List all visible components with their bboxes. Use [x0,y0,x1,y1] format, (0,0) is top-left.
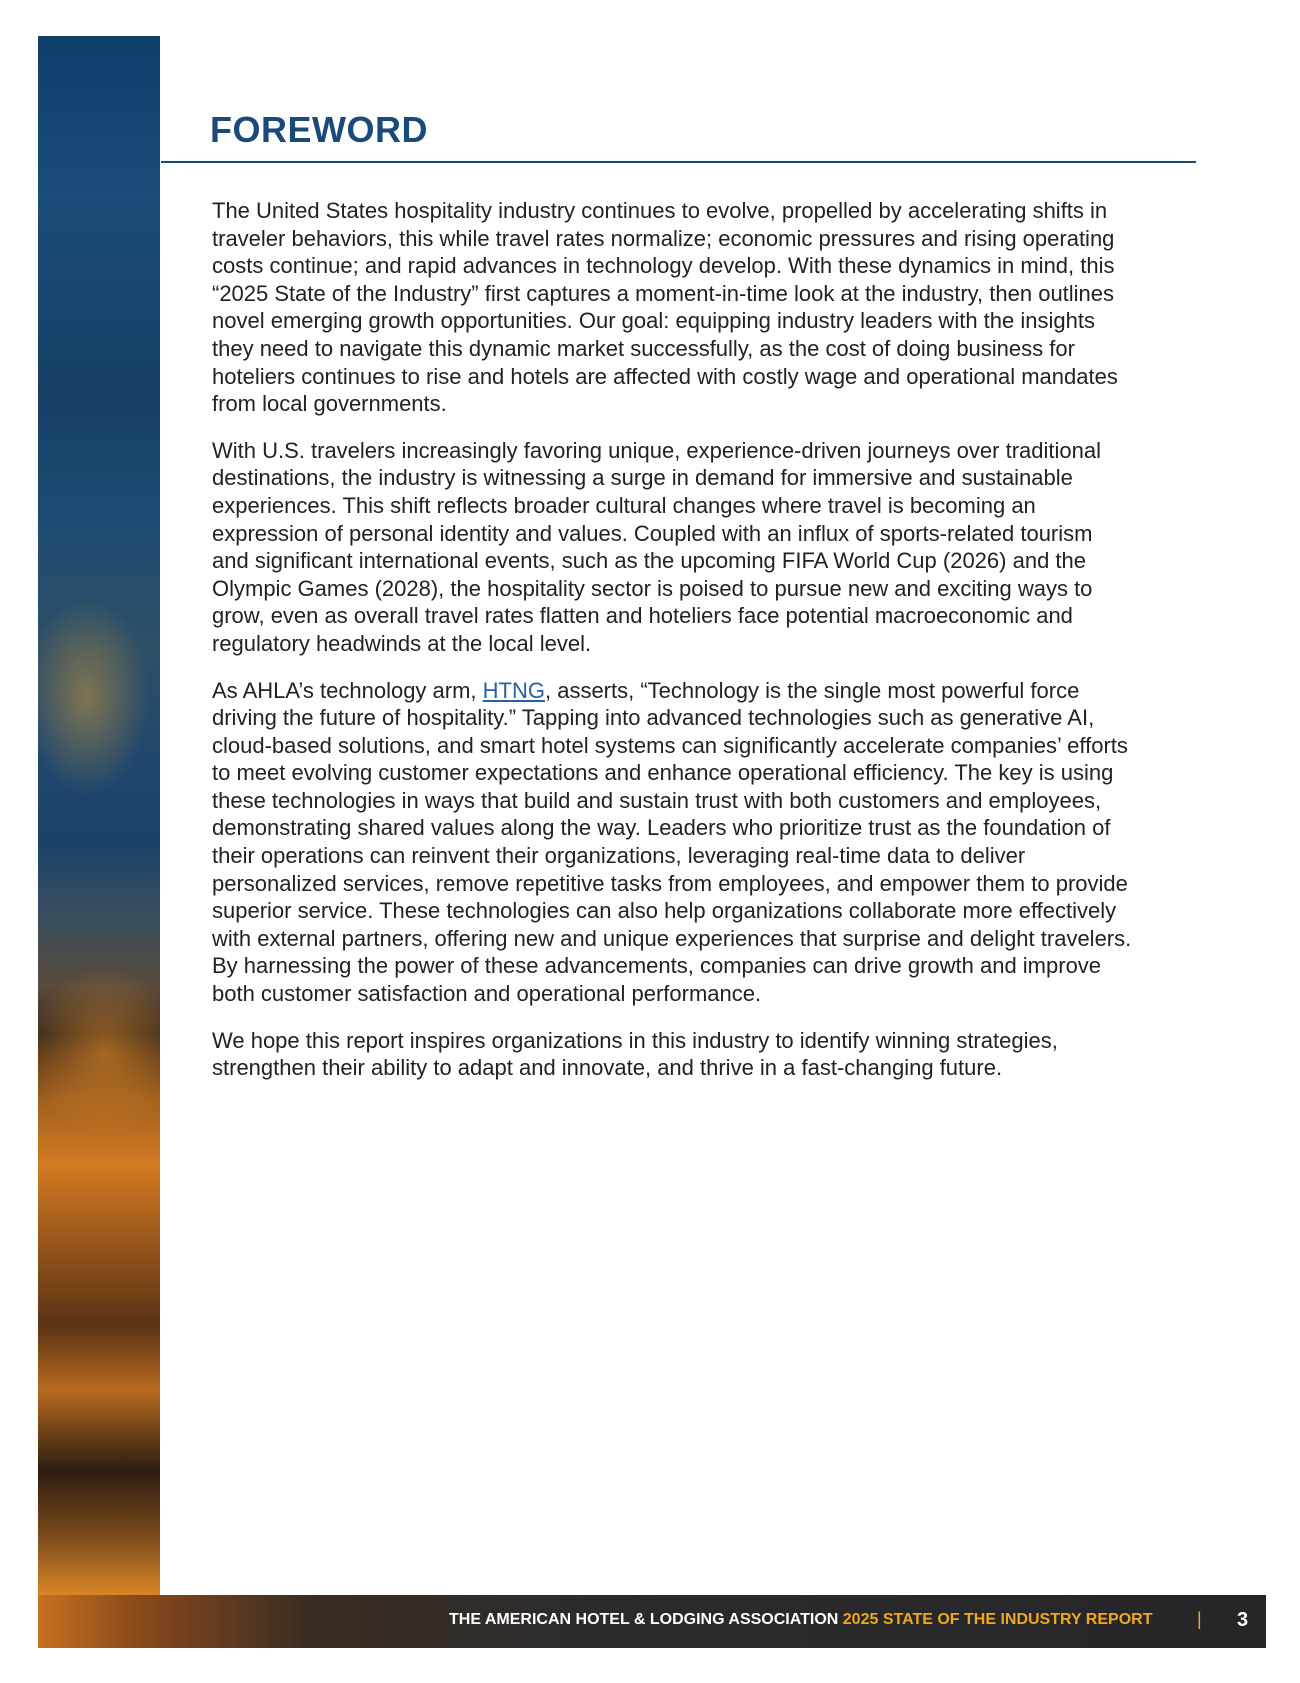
paragraph-3-intro: As AHLA’s technology arm, [212,677,483,703]
footer-report-name: 2025 STATE OF THE INDUSTRY REPORT [842,1611,1153,1628]
page-number: 3 [1237,1609,1249,1631]
title-divider [161,161,1196,163]
page-title: FOREWORD [210,109,428,150]
paragraph-1: The United States hospitality industry continues to evolve, propelled by accelerating shifts in traveler behaviors, this while travel rates normalize; economic pressures and rising operating costs continue; and rapid advances in technology develop. With these dynamics in mind, this “2025 State of the Industry” first captures a moment-in-time look at the industry, then outlines novel emerging growth opportunities. Our goal: equipping industry leaders with the insights they need to navigate this dynamic market successfully, as the cost of doing business for hoteliers continues to rise and hotels are affected with costly wage and operational mandates from local governments. [212,198,1118,417]
foreword-body [212,197,1132,1101]
footer-org-name: THE AMERICAN HOTEL & LODGING ASSOCIATION [449,1611,843,1628]
footer-title [449,1611,1152,1629]
sidebar-photo-strip [38,36,160,1648]
paragraph-3 [212,677,1132,1008]
paragraph-4: We hope this report inspires organizations in this industry to identify winning strategies, strengthen their ability to adapt and innovate, and thrive in a fast-changing future. [212,1027,1058,1081]
paragraph-2: With U.S. travelers increasingly favoring unique, experience-driven journeys over traditional destinations, the industry is witnessing a surge in demand for immersive and sustainable experiences. This shift reflects broader cultural changes where travel is becoming an expression of personal identity and values. Coupled with an influx of sports-related tourism and significant international events, such as the upcoming FIFA World Cup (2026) and the Olympic Games (2028), the hospitality sector is poised to pursue new and exciting ways to grow, even as overall travel rates flatten and hoteliers face potential macroeconomic and regulatory headwinds at the local level. [212,437,1101,656]
htng-link[interactable]: HTNG [482,677,545,703]
footer-separator: | [1197,1609,1202,1629]
paragraph-3-rest: , asserts, “Technology is the single most powerful force driving the future of hospitality.” Tapping into advanced technologies such as generative AI, cloud-based solutions, and smart hotel systems can significantly accelerate companies’ efforts to meet evolving customer expectations and enhance operational efficiency. The key is using these technologies in ways that build and sustain trust with both customers and employees, demonstrating shared values along the way. Leaders who prioritize trust as the foundation of their operations can reinvent their organizations, leveraging real-time data to deliver personalized services, remove repetitive tasks from employees, and empower them to provide superior service. These technologies can also help organizations collaborate more effectively with external partners, offering new and unique experiences that surprise and delight travelers. By harnessing the power of these advancements, companies can drive growth and improve both customer satisfaction and operational performance. [212,677,1132,1007]
